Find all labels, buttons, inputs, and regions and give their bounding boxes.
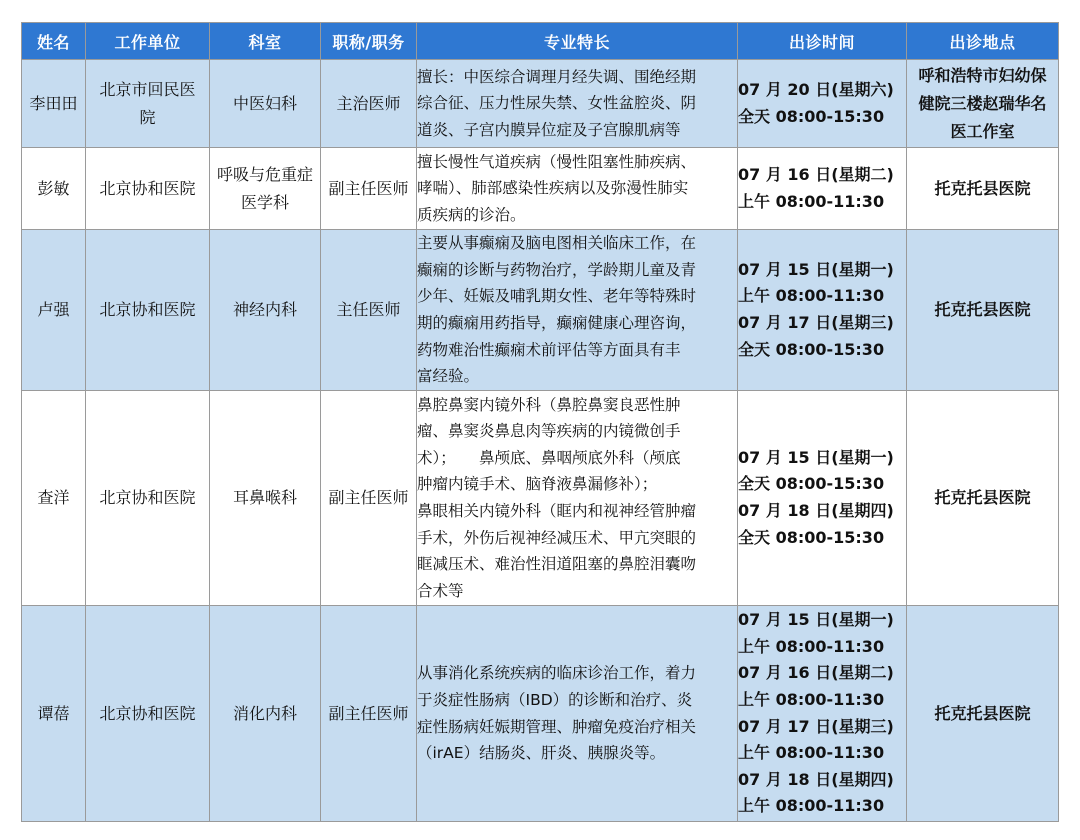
clinic-location-cell: 呼和浩特市妇幼保 健院三楼赵瑞华名 医工作室 <box>907 60 1059 148</box>
work-unit-cell: 北京协和医院 <box>86 148 210 230</box>
department-cell: 中医妇科 <box>210 60 321 148</box>
header-clinic-time: 出诊时间 <box>738 23 907 60</box>
doctor-name-cell: 卢强 <box>22 230 86 391</box>
title-cell: 主任医师 <box>321 230 417 391</box>
specialty-cell: 擅长慢性气道疾病（慢性阻塞性肺疾病、 哮喘）、肺部感染性疾病以及弥漫性肺实 质疾病的诊治。 <box>417 148 738 230</box>
doctor-name-cell: 谭蓓 <box>22 606 86 822</box>
clinic-location-cell: 托克托县医院 <box>907 391 1059 606</box>
doctor-name-cell: 李田田 <box>22 60 86 148</box>
clinic-time-cell: 07 月 15 日(星期一) 上午 08:00-11:30 07 月 16 日(星期二) 上午 08:00-11:30 07 月 17 日(星期三) 上午 08:00-11:30 07 月 18 日(星期四) 上午 08:00-11:30 <box>738 606 907 822</box>
clinic-time-cell: 07 月 15 日(星期一) 全天 08:00-15:30 07 月 18 日(星期四) 全天 08:00-15:30 <box>738 391 907 606</box>
specialty-cell: 主要从事癫痫及脑电图相关临床工作，在 癫痫的诊断与药物治疗，学龄期儿童及青 少年、妊娠及哺乳期女性、老年等特殊时 期的癫痫用药指导，癫痫健康心理咨询， 药物难治性癫痫术前评估等方面具有丰 富经验。 <box>417 230 738 391</box>
header-specialty: 专业特长 <box>417 23 738 60</box>
title-cell: 主治医师 <box>321 60 417 148</box>
doctor-name-cell: 查洋 <box>22 391 86 606</box>
clinic-location-cell: 托克托县医院 <box>907 230 1059 391</box>
clinic-location-cell: 托克托县医院 <box>907 606 1059 822</box>
table-row <box>22 148 1059 230</box>
title-cell: 副主任医师 <box>321 606 417 822</box>
clinic-time-cell: 07 月 20 日(星期六) 全天 08:00-15:30 <box>738 60 907 148</box>
specialty-cell: 从事消化系统疾病的临床诊治工作，着力 于炎症性肠病（IBD）的诊断和治疗、炎 症性肠病妊娠期管理、肿瘤免疫治疗相关 （irAE）结肠炎、肝炎、胰腺炎等。 <box>417 606 738 822</box>
clinic-time-cell: 07 月 15 日(星期一) 上午 08:00-11:30 07 月 17 日(星期三) 全天 08:00-15:30 <box>738 230 907 391</box>
header-department: 科室 <box>210 23 321 60</box>
clinic-location-cell: 托克托县医院 <box>907 148 1059 230</box>
table-row <box>22 391 1059 606</box>
title-cell: 副主任医师 <box>321 148 417 230</box>
specialty-cell: 擅长：中医综合调理月经失调、围绝经期 综合征、压力性尿失禁、女性盆腔炎、阴 道炎、子宫内膜异位症及子宫腺肌病等 <box>417 60 738 148</box>
table-row <box>22 60 1059 148</box>
work-unit-cell: 北京协和医院 <box>86 391 210 606</box>
header-row <box>22 23 1059 60</box>
header-clinic-location: 出诊地点 <box>907 23 1059 60</box>
title-cell: 副主任医师 <box>321 391 417 606</box>
department-cell: 呼吸与危重症 医学科 <box>210 148 321 230</box>
work-unit-cell: 北京协和医院 <box>86 230 210 391</box>
specialty-cell: 鼻腔鼻窦内镜外科（鼻腔鼻窦良恶性肿 瘤、鼻窦炎鼻息肉等疾病的内镜微创手 术）； 鼻颅底、鼻咽颅底外科（颅底 肿瘤内镜手术、脑脊液鼻漏修补）； 鼻眼相关内镜外科（眶内和视神经管肿瘤 手术，外伤后视神经减压术、甲亢突眼的 眶减压术、难治性泪道阻塞的鼻腔泪囊吻 合术等 <box>417 391 738 606</box>
department-cell: 消化内科 <box>210 606 321 822</box>
department-cell: 神经内科 <box>210 230 321 391</box>
table-row <box>22 606 1059 822</box>
department-cell: 耳鼻喉科 <box>210 391 321 606</box>
doctor-schedule-table <box>21 22 1059 822</box>
header-title: 职称/职务 <box>321 23 417 60</box>
clinic-time-cell: 07 月 16 日(星期二) 上午 08:00-11:30 <box>738 148 907 230</box>
work-unit-cell: 北京协和医院 <box>86 606 210 822</box>
work-unit-cell: 北京市回民医 院 <box>86 60 210 148</box>
header-unit: 工作单位 <box>86 23 210 60</box>
doctor-name-cell: 彭敏 <box>22 148 86 230</box>
header-name: 姓名 <box>22 23 86 60</box>
table-row <box>22 230 1059 391</box>
